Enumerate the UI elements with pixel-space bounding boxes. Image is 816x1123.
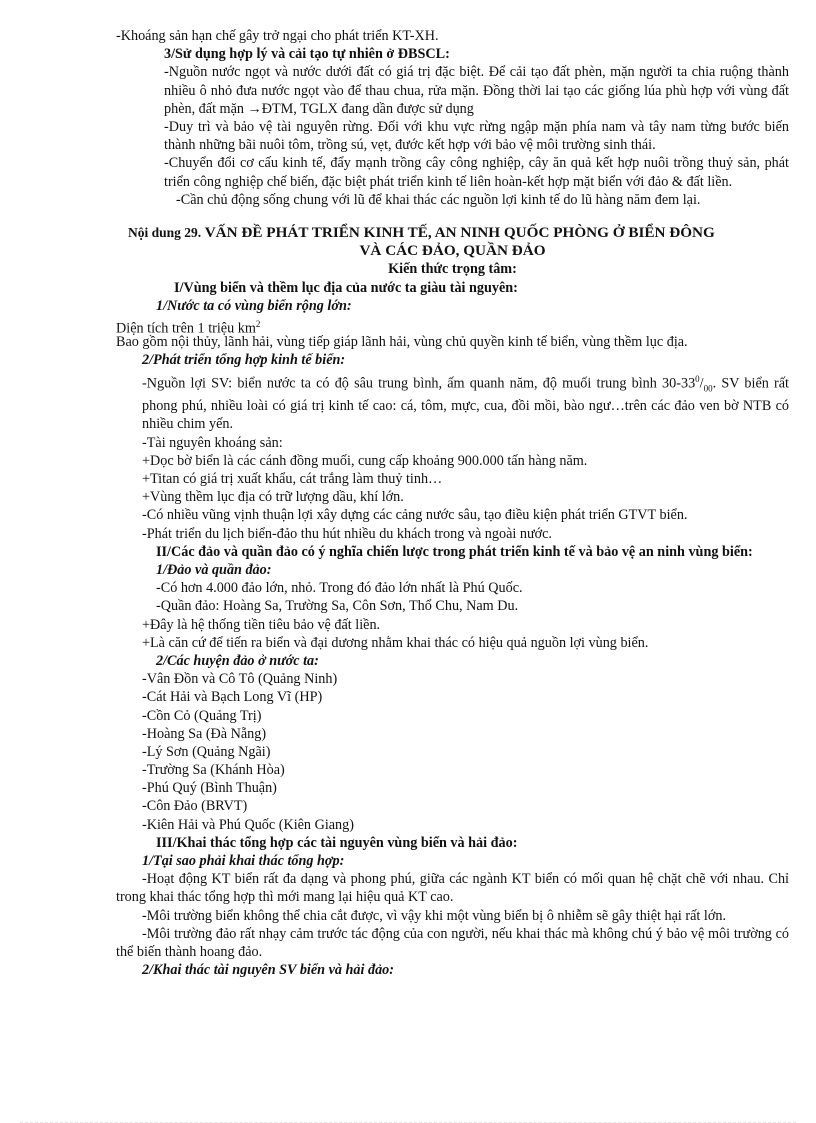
district-item: -Côn Đảo (BRVT): [142, 798, 248, 815]
document-body: [116, 27, 789, 979]
paragraph-reason-2: -Môi trường biển không thể chia cắt được, vì vậy khi một vùng biển bị ô nhiễm sẽ gây thiệt hại rất lớn.: [142, 907, 726, 924]
topic-label: Nội dung 29.: [128, 225, 202, 240]
part1-subheading-1: 1/Nước ta có vùng biển rộng lớn:: [156, 297, 352, 314]
district-item: -Kiên Hải và Phú Quốc (Kiên Giang): [142, 816, 354, 833]
district-item: -Trường Sa (Khánh Hòa): [142, 762, 285, 779]
list-item: -Phát triển du lịch biển-đảo thu hút nhiều du khách trong và ngoài nước.: [142, 525, 552, 542]
section-heading-dbscl: 3/Sử dụng hợp lý và cải tạo tự nhiên ở ĐBSCL:: [164, 46, 450, 63]
part2-heading: II/Các đảo và quần đảo có ý nghĩa chiến lược trong phát triển kinh tế và bảo vệ an ninh vùng biển:: [156, 543, 753, 560]
district-item: -Cồn Cỏ (Quảng Trị): [142, 707, 262, 724]
includes-line: Bao gồm nội thủy, lãnh hải, vùng tiếp giáp lãnh hải, vùng chủ quyền kinh tế biển, vùng thềm lục địa.: [116, 334, 688, 351]
topic-title-line2: VÀ CÁC ĐẢO, QUẦN ĐẢO: [359, 242, 546, 260]
list-item: -Quần đảo: Hoàng Sa, Trường Sa, Côn Sơn, Thổ Chu, Nam Du.: [156, 598, 519, 615]
part3-subheading-2: 2/Khai thác tài nguyên SV biển và hải đảo:: [142, 962, 395, 979]
list-item: +Là căn cứ để tiến ra biển và đại dương nhằm khai thác có hiệu quả nguồn lợi vùng biển.: [142, 634, 649, 651]
paragraph-fresh-water: -Nguồn nước ngọt và nước dưới đất có giá trị đặc biệt. Để cải tạo đất phèn, mặn người ta chia ruộng thành nhiều ô nhỏ đưa nước ngọt vào để thau chua, rửa mặn. Đồng thời lai tạo các giống lúa phù hợp với vùng đất phèn, đất mặn →ĐTM, TGLX đang dần được sử dụng: [164, 64, 789, 117]
topic-subtitle: Kiến thức trọng tâm:: [388, 261, 517, 278]
list-item: +Titan có giá trị xuất khẩu, cát trắng làm thuỷ tinh…: [142, 471, 443, 488]
list-item: -Có nhiều vũng vịnh thuận lợi xây dựng các cảng nước sâu, tạo điều kiện phát triển GTVT biển.: [142, 507, 688, 524]
paragraph-reason-1: -Hoạt động KT biển rất đa dạng và phong phú, giữa các ngành KT biển có mối quan hệ chặt chẽ với nhau. Chỉ trong khai thác tổng hợp thì mới mang lại hiệu quả KT cao.: [116, 871, 789, 906]
topic-title: [128, 224, 789, 242]
list-item: +Đây là hệ thống tiền tiêu bảo vệ đất liền.: [142, 616, 381, 633]
text-line: -Khoáng sản hạn chế gây trở ngại cho phát triển KT-XH.: [116, 28, 439, 44]
paragraph-forest: -Duy trì và bảo vệ tài nguyên rừng. Đối với khu vực rừng ngập mặn phía nam và tây nam từng bước biến thành những bãi nuôi tôm, trồng sú, vẹt, đước kết hợp với bảo vệ môi trường sinh thái.: [164, 118, 789, 154]
part3-heading: III/Khai thác tổng hợp các tài nguyên vùng biển và hải đảo:: [156, 834, 518, 851]
paragraph-flood: -Cần chủ động sống chung với lũ để khai thác các nguồn lợi kinh tế do lũ hàng năm đem lại.: [176, 191, 701, 208]
paragraph-biology: -Nguồn lợi SV: biển nước ta có độ sâu trung bình, ấm quanh năm, độ muối trung bình $30-33^0/_{00}$. SV biển rất phong phú, nhiều loài có giá trị kinh tế cao: cá, tôm, mực, cua, đồi mồi, bào ngư…trên các đảo ven bờ NTB có nhiều chim yến.: [142, 373, 789, 433]
district-item: -Vân Đồn và Cô Tô (Quảng Ninh): [142, 671, 338, 688]
paragraph-economy: -Chuyển đổi cơ cấu kinh tế, đẩy mạnh trồng cây công nghiệp, cây ăn quả kết hợp nuôi trồng thuỷ sản, phát triển công nghiệp chế biến, đặc biệt phát triển kinh tế liên hoàn-kết hợp mặt biển với đảo & đất liền.: [164, 155, 789, 190]
district-item: -Phú Quý (Bình Thuận): [142, 780, 277, 797]
part1-subheading-2: 2/Phát triển tổng hợp kinh tế biển:: [142, 352, 346, 369]
paragraph-reason-3: -Môi trường đảo rất nhạy cảm trước tác động của con người, nếu khai thác mà không chú ý bảo vệ môi trường có thể biến thành hoang đảo.: [116, 925, 789, 961]
part1-heading: I/Vùng biển và thềm lục địa của nước ta giàu tài nguyên:: [174, 279, 518, 296]
arrow-right-icon: →: [247, 100, 262, 117]
topic-title-line1: VẤN ĐỀ PHÁT TRIỂN KINH TẾ, AN NINH QUỐC PHÒNG Ở BIỂN ĐÔNG: [204, 224, 715, 241]
district-item: -Lý Sơn (Quảng Ngãi): [142, 743, 271, 760]
part2-subheading-1: 1/Đảo và quần đảo:: [156, 562, 272, 579]
part3-subheading-1: 1/Tại sao phải khai thác tổng hợp:: [142, 853, 345, 870]
list-item: +Dọc bờ biển là các cánh đồng muối, cung cấp khoảng 900.000 tấn hàng năm.: [142, 452, 588, 469]
district-item: -Hoàng Sa (Đà Nẵng): [142, 725, 267, 742]
district-item: -Cát Hải và Bạch Long Vĩ (HP): [142, 689, 323, 706]
list-item: +Vùng thềm lục địa có trữ lượng dầu, khí lớn.: [142, 489, 404, 506]
list-item: -Có hơn 4.000 đảo lớn, nhỏ. Trong đó đảo lớn nhất là Phú Quốc.: [156, 580, 523, 597]
part2-subheading-2: 2/Các huyện đảo ở nước ta:: [156, 652, 319, 669]
area-line: Diện tích trên 1 triệu $km^2$: [116, 318, 261, 337]
minerals-line: -Tài nguyên khoáng sản:: [142, 434, 283, 451]
